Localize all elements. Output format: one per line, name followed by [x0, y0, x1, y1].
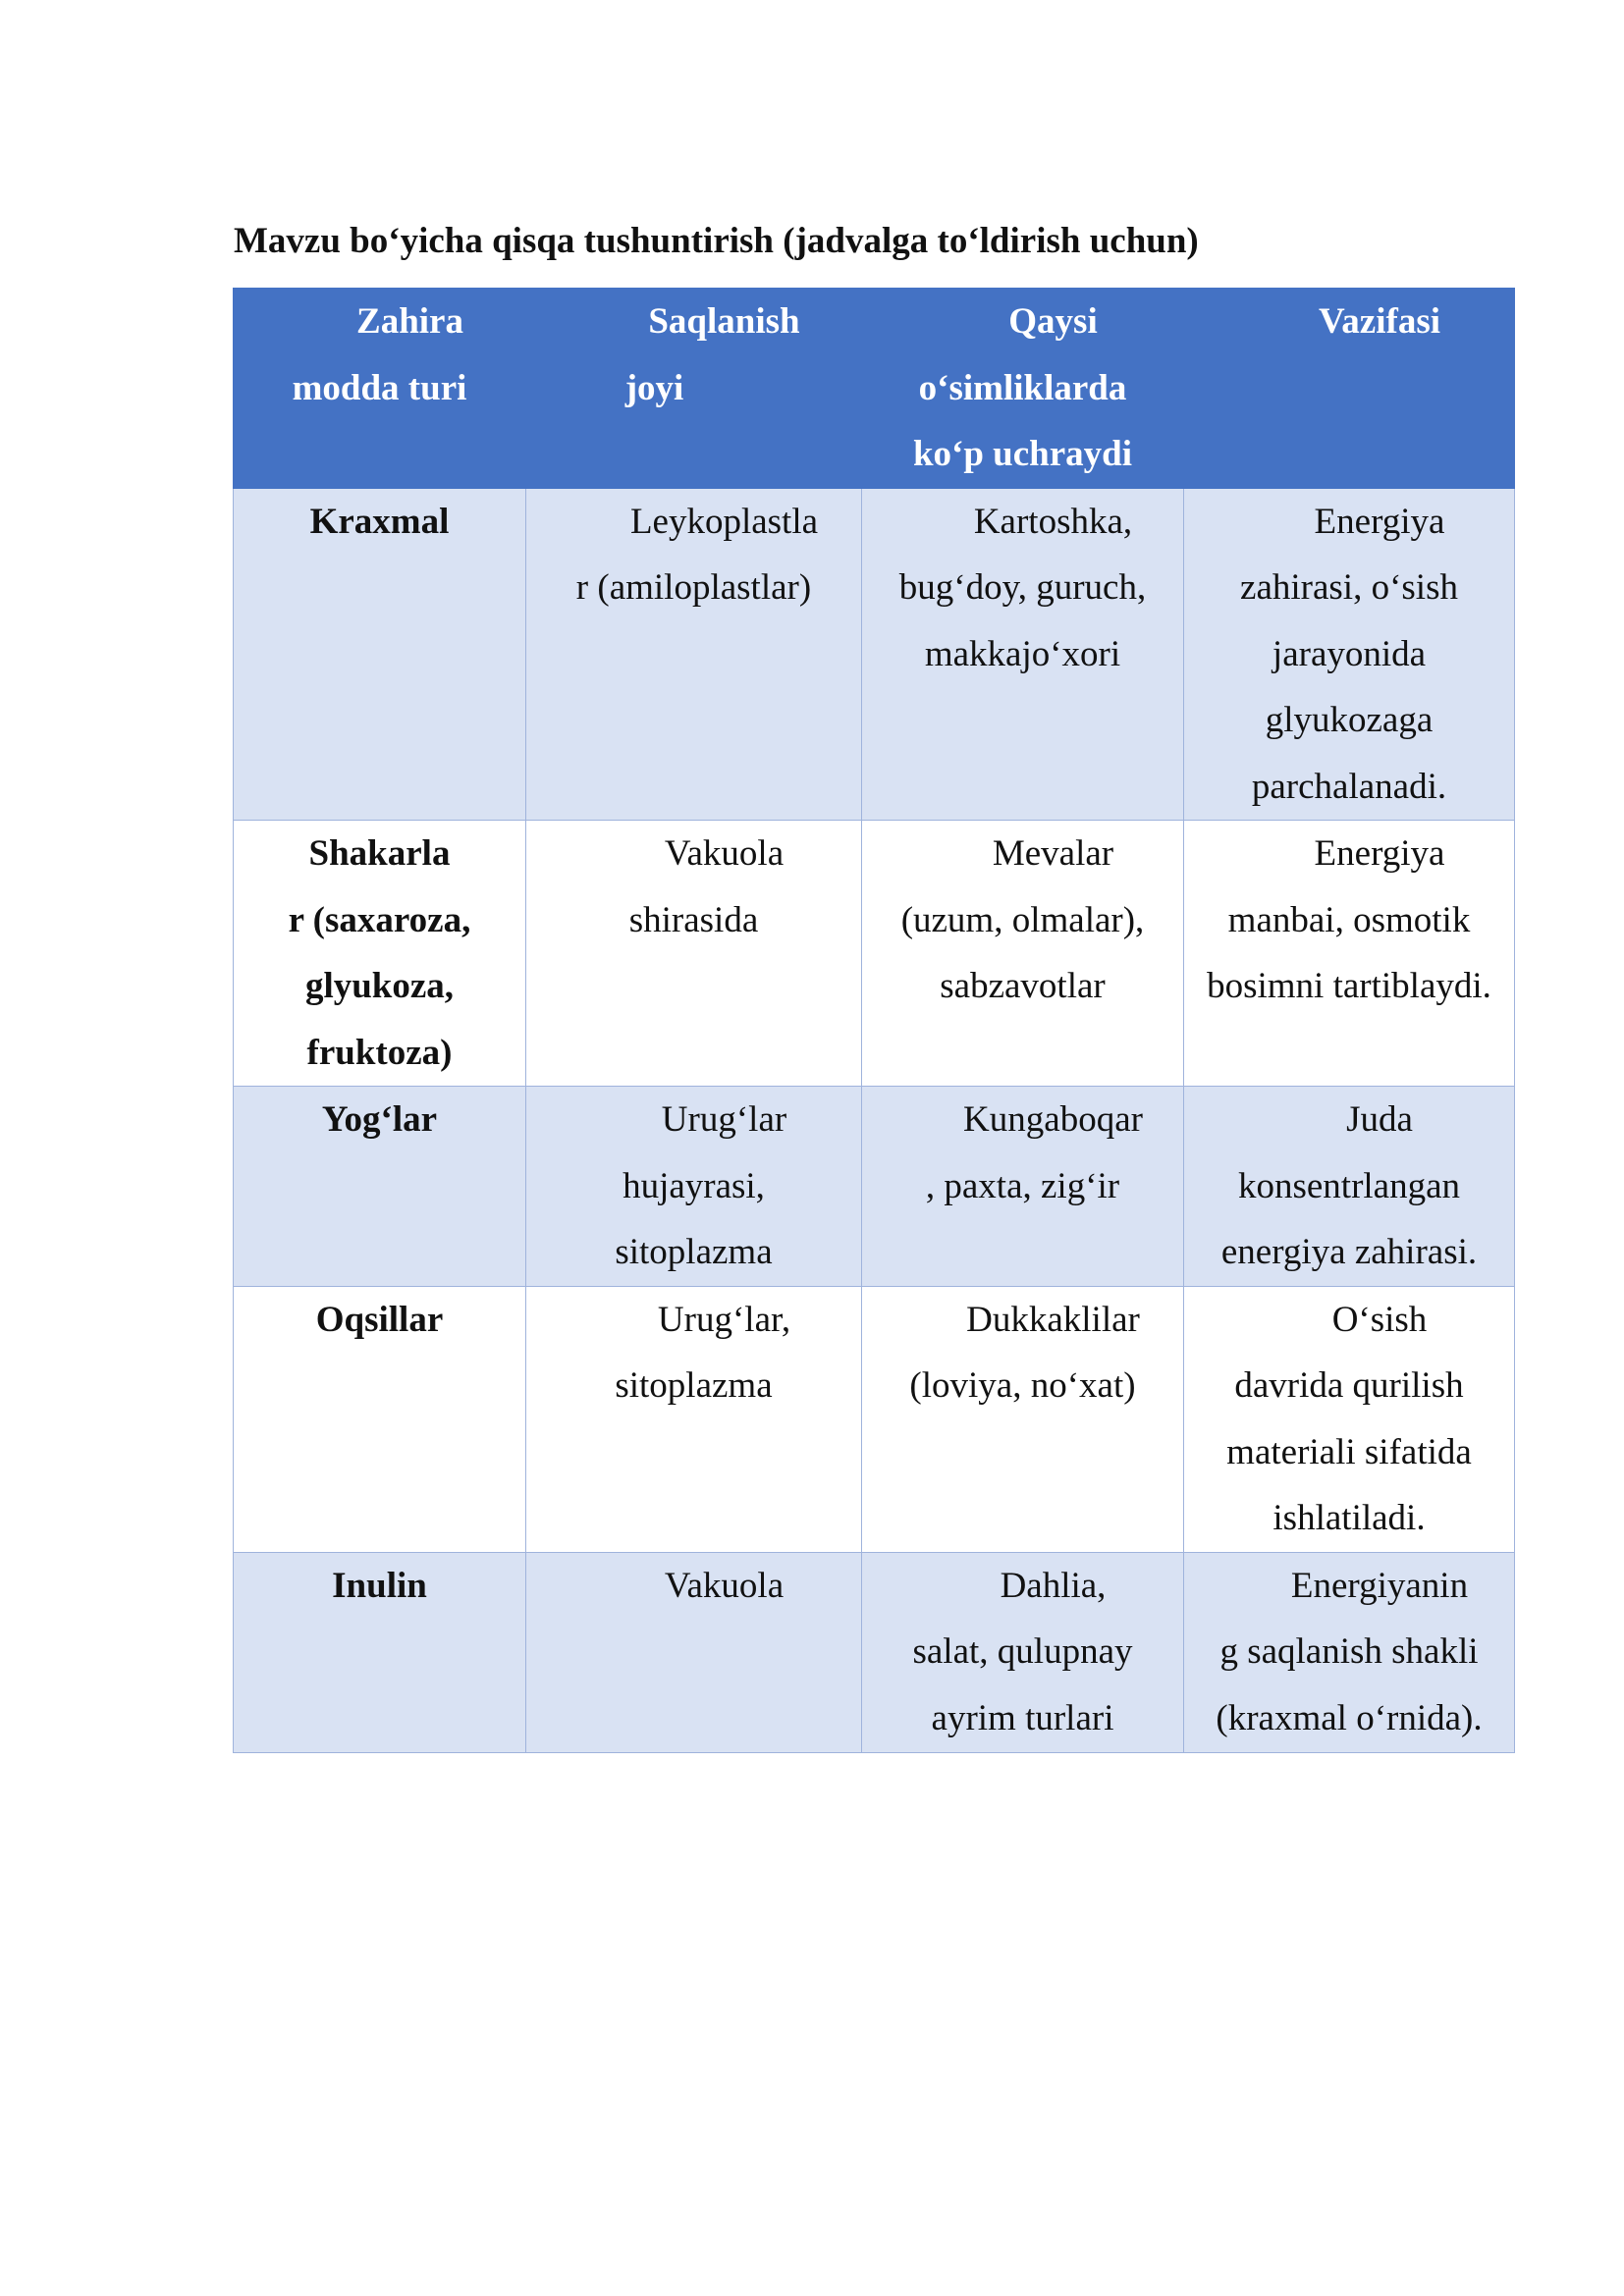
header-plants	[862, 289, 1184, 489]
cell-text-line: konsentrlangan	[1237, 1165, 1461, 1206]
cell-text-line: Vakuola	[664, 1565, 785, 1606]
cell-text-line: Oqsillar	[315, 1299, 444, 1340]
cell-text-line: glyukoza,	[304, 966, 455, 1006]
header-text-line: joyi	[624, 367, 684, 408]
header-text-line: Qaysi	[1008, 301, 1098, 342]
storage-substances-table	[233, 288, 1515, 1753]
cell-plants	[862, 821, 1184, 1087]
cell-text-line: glyukozaga	[1265, 700, 1434, 740]
cell-text-line: Energiya	[1314, 833, 1445, 874]
header-text-line: ko‘p uchraydi	[912, 434, 1133, 474]
cell-text-line: , paxta, zig‘ir	[925, 1165, 1120, 1206]
cell-text-line: Urug‘lar,	[657, 1299, 791, 1340]
cell-text-line: Dahlia,	[1000, 1565, 1107, 1606]
cell-text-line: bug‘doy, guruch,	[898, 567, 1147, 608]
header-storage-location	[526, 289, 862, 489]
cell-text-line: fruktoza)	[306, 1032, 453, 1073]
header-function	[1184, 289, 1515, 489]
table-row	[234, 821, 1515, 1087]
cell-text-line: r (saxaroza,	[288, 899, 471, 940]
cell-text-line: sabzavotlar	[940, 966, 1106, 1006]
cell-text-line: Shakarla	[308, 833, 451, 874]
cell-plants	[862, 488, 1184, 821]
cell-location	[526, 488, 862, 821]
cell-text-line: Kartoshka,	[973, 501, 1133, 542]
cell-function	[1184, 488, 1515, 821]
cell-text-line: Energiyanin	[1290, 1565, 1469, 1606]
header-text-line: Zahira	[356, 301, 463, 342]
cell-location	[526, 1087, 862, 1287]
cell-substance	[234, 488, 526, 821]
cell-function	[1184, 1087, 1515, 1287]
cell-text-line: Yog‘lar	[321, 1099, 438, 1140]
cell-text-line: makkajo‘xori	[924, 633, 1121, 674]
header-text-line: Saqlanish	[648, 301, 800, 342]
header-substance-type	[234, 289, 526, 489]
cell-text-line: Energiya	[1314, 501, 1445, 542]
cell-substance	[234, 1552, 526, 1752]
cell-location	[526, 821, 862, 1087]
table-row	[234, 1552, 1515, 1752]
cell-substance	[234, 1087, 526, 1287]
cell-text-line: bosimni tartiblaydi.	[1207, 966, 1491, 1006]
cell-function	[1184, 1552, 1515, 1752]
cell-text-line: Juda	[1346, 1099, 1413, 1140]
cell-text-line: r (amiloplastlar)	[575, 567, 812, 608]
cell-text-line: O‘sish	[1331, 1299, 1428, 1340]
cell-text-line: Dukkaklilar	[966, 1299, 1140, 1340]
cell-text-line: jarayonida	[1272, 633, 1427, 674]
cell-text-line: Urug‘lar	[661, 1099, 787, 1140]
cell-text-line: (uzum, olmalar),	[900, 899, 1145, 940]
cell-text-line: energiya zahirasi.	[1220, 1232, 1478, 1272]
cell-plants	[862, 1286, 1184, 1552]
cell-substance	[234, 1286, 526, 1552]
cell-text-line: ishlatiladi.	[1272, 1498, 1426, 1538]
cell-text-line: (kraxmal o‘rnida).	[1216, 1697, 1483, 1738]
table-row	[234, 1087, 1515, 1287]
cell-text-line: (loviya, no‘xat)	[909, 1365, 1136, 1406]
cell-plants	[862, 1087, 1184, 1287]
cell-text-line: Mevalar	[992, 833, 1114, 874]
header-text-line: o‘simliklarda	[918, 367, 1127, 408]
cell-text-line: Vakuola	[664, 833, 785, 874]
cell-text-line: Leykoplastla	[629, 501, 819, 542]
cell-text-line: parchalanadi.	[1251, 766, 1447, 807]
header-text-line: Vazifasi	[1318, 301, 1441, 342]
cell-substance	[234, 821, 526, 1087]
header-text-line: modda turi	[292, 367, 467, 408]
cell-text-line: ayrim turlari	[931, 1697, 1114, 1738]
cell-text-line: hujayrasi,	[623, 1165, 765, 1206]
cell-text-line: davrida qurilish	[1234, 1365, 1464, 1406]
cell-text-line: sitoplazma	[615, 1232, 773, 1272]
cell-function	[1184, 821, 1515, 1087]
cell-location	[526, 1552, 862, 1752]
cell-text-line: manbai, osmotik	[1227, 899, 1471, 940]
cell-text-line: Kraxmal	[309, 501, 450, 542]
cell-text-line: sitoplazma	[615, 1365, 773, 1406]
cell-text-line: Inulin	[332, 1565, 427, 1606]
document-title: Mavzu bo‘yicha qisqa tushuntirish (jadvalga to‘ldirish uchun)	[234, 221, 1199, 261]
cell-text-line: zahirasi, o‘sish	[1240, 567, 1458, 608]
cell-text-line: materiali sifatida	[1226, 1431, 1472, 1472]
cell-text-line: g saqlanish shakli	[1219, 1631, 1479, 1672]
cell-location	[526, 1286, 862, 1552]
table-row	[234, 488, 1515, 821]
table-row	[234, 1286, 1515, 1552]
table-header-row	[234, 289, 1515, 489]
cell-plants	[862, 1552, 1184, 1752]
cell-text-line: Kungaboqar	[963, 1099, 1143, 1140]
cell-text-line: shirasida	[628, 899, 759, 940]
cell-function	[1184, 1286, 1515, 1552]
cell-text-line: salat, qulupnay	[912, 1631, 1133, 1672]
